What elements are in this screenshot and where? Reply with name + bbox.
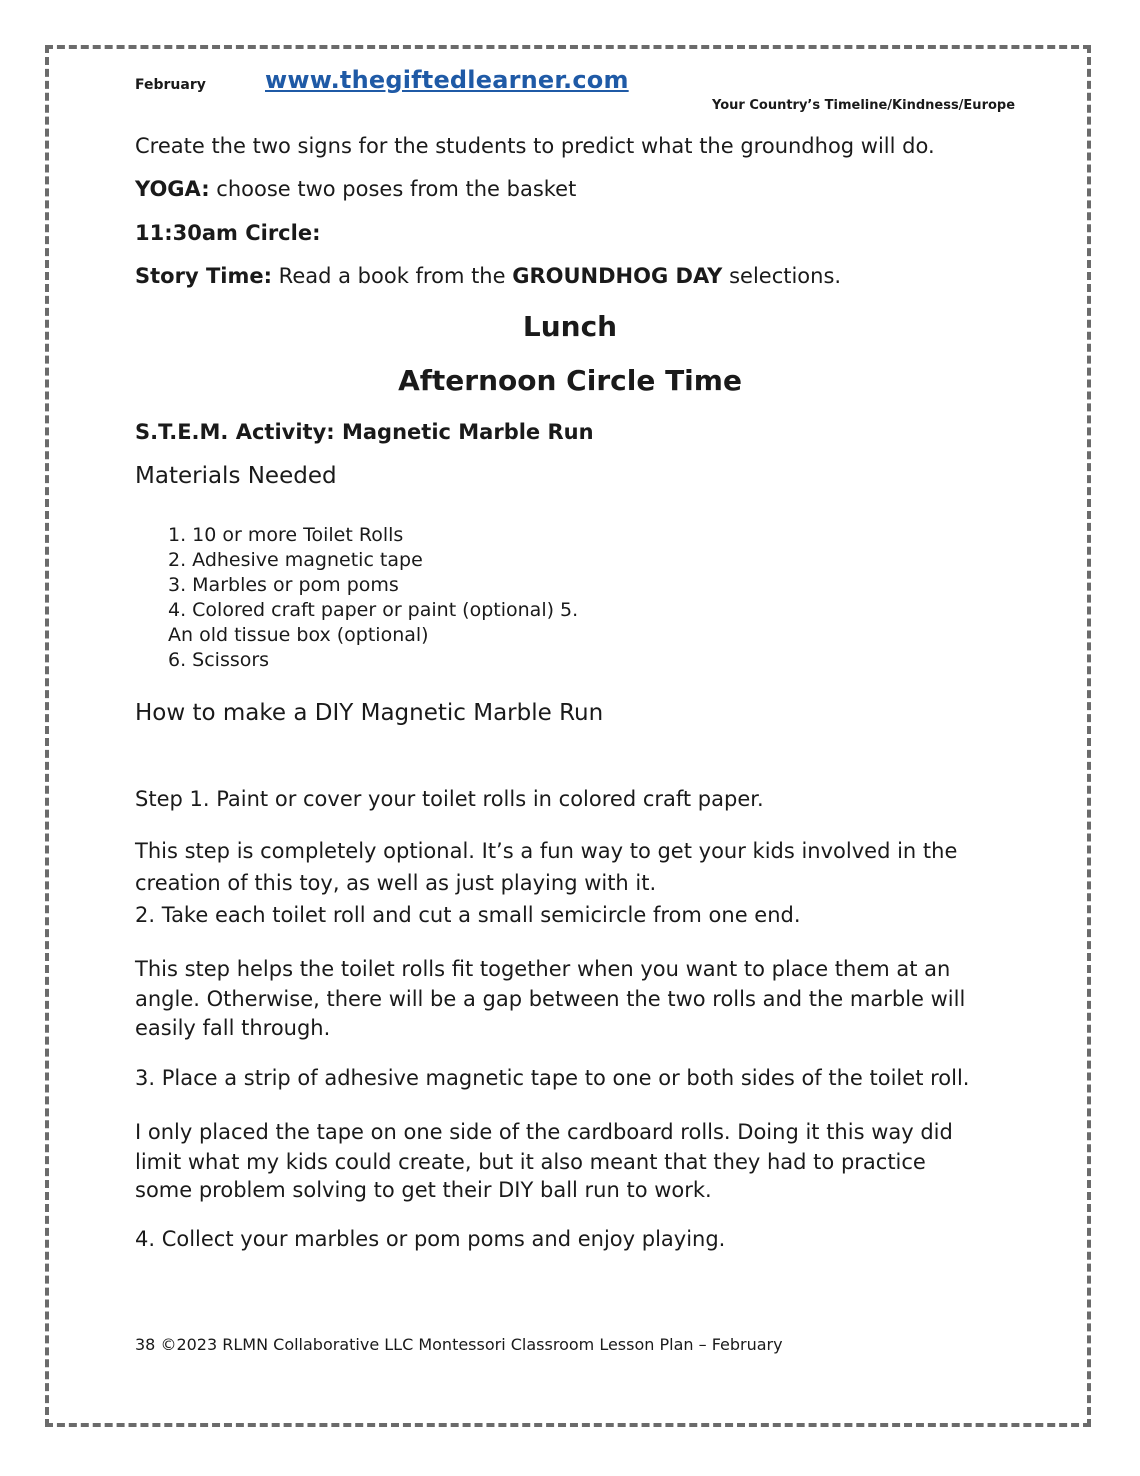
website-link[interactable]: www.thegiftedlearner.com [265,66,629,94]
circle-label: 11:30am Circle: [135,221,321,245]
page-border [45,45,1091,1427]
list-item: 3. Marbles or pom poms [168,574,399,596]
signs-text: Create the two signs for the students to predict what the groundhog will do. [135,134,935,158]
step-3-note-line: I only placed the tape on one side of the cardboard rolls. Doing it this way did [135,1120,953,1144]
step-2-note-line: This step helps the toilet rolls fit together when you want to place them at an [135,957,951,981]
step-3-note-line: limit what my kids could create, but it also meant that they had to practice [135,1150,926,1174]
list-item: An old tissue box (optional) [168,624,429,646]
yoga-text: choose two poses from the basket [209,177,577,201]
step-2-note-line: angle. Otherwise, there will be a gap between the two rolls and the marble will [135,987,966,1011]
step-2-note-line: easily fall through. [135,1016,331,1040]
story-text-1: Read a book from the [272,264,513,288]
yoga-line [135,174,576,204]
step-3-note-line: some problem solving to get their DIY ball run to work. [135,1178,712,1202]
story-label: Story Time: [135,264,272,288]
step-2: 2. Take each toilet roll and cut a small semicircle from one end. [135,903,801,927]
step-1: Step 1. Paint or cover your toilet rolls in colored craft paper. [135,787,764,811]
list-item: 4. Colored craft paper or paint (optional) 5. [168,599,579,621]
list-item: 2. Adhesive magnetic tape [168,549,423,571]
heading-afternoon: Afternoon Circle Time [398,364,742,397]
step-1-note-line: This step is completely optional. It’s a fun way to get your kids involved in the [135,839,958,863]
materials-heading: Materials Needed [135,463,337,489]
yoga-label: YOGA: [135,177,210,201]
story-line [135,261,841,291]
header-topic: Your Country’s Timeline/Kindness/Europe [712,98,1016,113]
list-item: 1. 10 or more Toilet Rolls [168,524,404,546]
step-3: 3. Place a strip of adhesive magnetic tape to one or both sides of the toilet roll. [135,1066,970,1090]
heading-lunch: Lunch [522,310,618,343]
page-footer: 38 ©2023 RLMN Collaborative LLC Montessori Classroom Lesson Plan – February [135,1335,783,1354]
header-month: February [135,77,206,93]
list-item: 6. Scissors [168,649,270,671]
how-heading: How to make a DIY Magnetic Marble Run [135,700,604,726]
materials-list [168,523,578,673]
step-4: 4. Collect your marbles or pom poms and enjoy playing. [135,1227,726,1251]
story-text-2: selections. [722,264,842,288]
stem-title: S.T.E.M. Activity: Magnetic Marble Run [135,420,594,444]
story-bold: GROUNDHOG DAY [512,264,723,288]
step-1-note-line: creation of this toy, as well as just playing with it. [135,871,657,895]
